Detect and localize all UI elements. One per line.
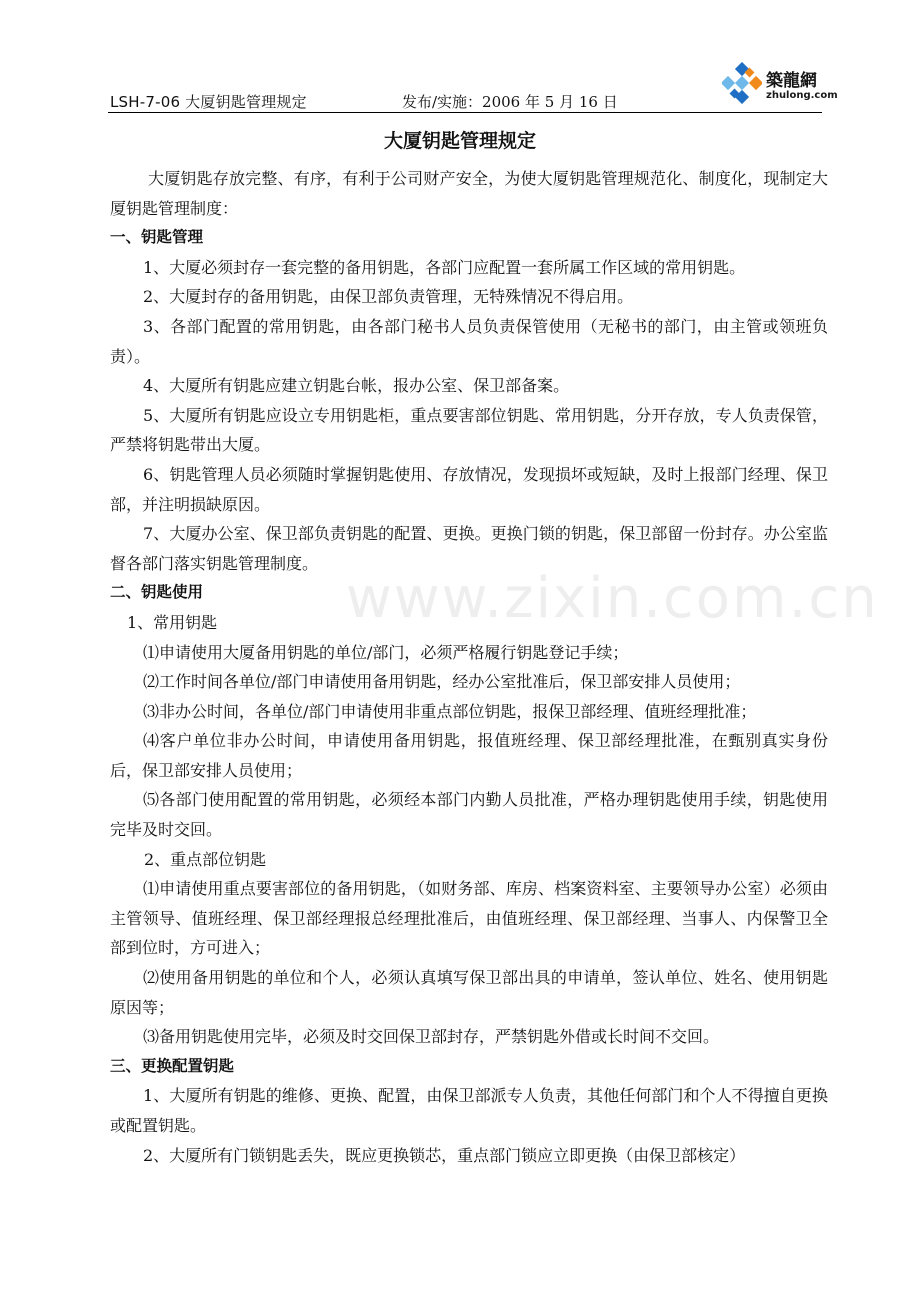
logo-domain: zhulong.com	[766, 90, 838, 101]
page-title: 大厦钥匙管理规定	[383, 130, 536, 152]
pinwheel-logo-icon	[722, 62, 762, 104]
list-item: ⑶非办公时间，各单位/部门申请使用非重点部位钥匙，报保卫部经理、值班经理批准；	[143, 701, 757, 721]
list-item: 5、大厦所有钥匙应设立专用钥匙柜，重点要害部位钥匙、常用钥匙，分开存放，专人负责保管，严禁将钥匙带出大厦。	[110, 405, 828, 455]
list-item: 6、钥匙管理人员必须随时掌握钥匙使用、存放情况，发现损坏或短缺，及时上报部门经理、保卫部，并注明损缺原因。	[110, 464, 828, 514]
document-body	[110, 164, 828, 1170]
doc-code: LSH-7-06 大厦钥匙管理规定	[110, 93, 307, 111]
list-item: 2、大厦所有门锁钥匙丢失，既应更换锁芯，重点部门锁应立即更换（由保卫部核定）	[143, 1145, 746, 1165]
intro-paragraph: 大厦钥匙存放完整、有序，有利于公司财产安全，为使大厦钥匙管理规范化、制度化，现制定大厦钥匙管理制度：	[110, 169, 828, 218]
list-item: ⑴申请使用大厦备用钥匙的单位/部门，必须严格履行钥匙登记手续；	[143, 642, 629, 662]
publish-date: 发布/实施：2006 年 5 月 16 日	[402, 93, 618, 111]
section-heading: 一、钥匙管理	[110, 228, 204, 247]
subsection-label: 1、常用钥匙	[127, 612, 218, 632]
list-item: 1、大厦必须封存一套完整的备用钥匙，各部门应配置一套所属工作区域的常用钥匙。	[143, 257, 746, 277]
list-item: ⑶备用钥匙使用完毕，必须及时交回保卫部封存，严禁钥匙外借或长时间不交回。	[143, 1027, 720, 1047]
watermark: www.zixin.com.cn	[346, 566, 879, 631]
list-item: 1、大厦所有钥匙的维修、更换、配置，由保卫部派专人负责，其他任何部门和个人不得擅自更换或配置钥匙。	[110, 1086, 828, 1135]
section-heading: 二、钥匙使用	[110, 583, 204, 602]
list-item: ⑷客户单位非办公时间，申请使用备用钥匙，报值班经理、保卫部经理批准，在甄别真实身份后，保卫部安排人员使用；	[110, 731, 828, 780]
section-heading: 三、更换配置钥匙	[110, 1056, 235, 1075]
list-item: ⑸各部门使用配置的常用钥匙，必须经本部门内勤人员批准，严格办理钥匙使用手续，钥匙使用完毕及时交回。	[110, 790, 828, 840]
list-item: 7、大厦办公室、保卫部负责钥匙的配置、更换。更换门锁的钥匙，保卫部留一份封存。办公室监督各部门落实钥匙管理制度。	[110, 524, 828, 573]
list-item: ⑴申请使用重点要害部位的备用钥匙，（如财务部、库房、档案资料室、主要领导办公室）必须由主管领导、值班经理、保卫部经理报总经理批准后，由值班经理、保卫部经理、当事人、内保警卫全部到位时，方可进入；	[110, 879, 828, 958]
header-divider	[108, 112, 822, 113]
list-item: ⑵工作时间各单位/部门申请使用备用钥匙，经办公室批准后，保卫部安排人员使用；	[143, 672, 741, 692]
subsection-label: 2、重点部位钥匙	[144, 849, 267, 869]
list-item: ⑵使用备用钥匙的单位和个人，必须认真填写保卫部出具的申请单，签认单位、姓名、使用钥匙原因等；	[110, 968, 828, 1017]
logo-wordmark: 築龍網	[766, 71, 817, 91]
list-item: 4、大厦所有钥匙应建立钥匙台帐，报办公室、保卫部备案。	[143, 376, 570, 396]
zhulong-logo	[722, 62, 838, 108]
list-item: 3、各部门配置的常用钥匙，由各部门秘书人员负责保管使用（无秘书的部门，由主管或领班负责）。	[110, 316, 828, 366]
list-item: 2、大厦封存的备用钥匙，由保卫部负责管理，无特殊情况不得启用。	[143, 287, 634, 307]
